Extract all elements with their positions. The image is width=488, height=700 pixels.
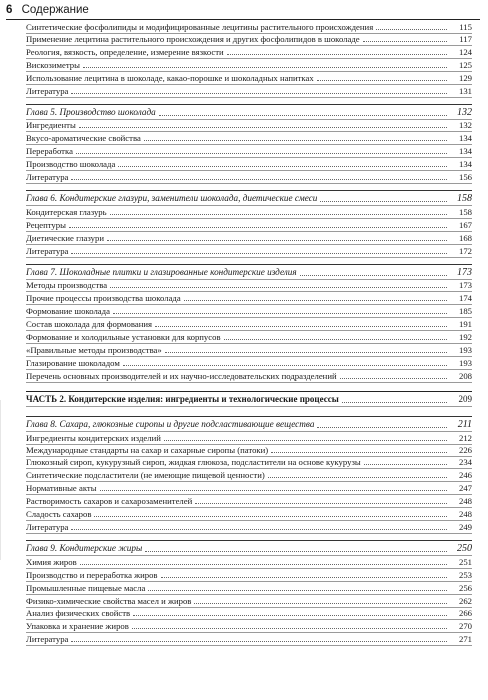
toc-entry-title: Производство шоколада (26, 159, 116, 170)
toc-page-number: 247 (458, 483, 472, 494)
toc-page-number: 115 (459, 22, 472, 32)
toc-entry (26, 132, 472, 145)
toc-entry (26, 521, 472, 534)
toc-entry (26, 232, 472, 245)
dot-leader (94, 516, 447, 517)
toc-entry (26, 245, 472, 258)
toc-entry-title: Методы производства (26, 280, 108, 291)
toc-entry-title: Международные стандарты на сахар и сахарные сиропы (патоки) (26, 445, 269, 456)
toc-page-number: 266 (458, 608, 472, 619)
toc-page-number: 173 (458, 280, 472, 291)
dot-leader (71, 179, 447, 180)
toc-chapter (26, 416, 472, 432)
dot-leader (184, 300, 447, 301)
dot-leader (145, 551, 447, 552)
dot-leader (342, 402, 447, 403)
dot-leader (340, 378, 447, 379)
toc-entry (26, 22, 472, 34)
toc-entry-title: Сладость сахаров (26, 509, 92, 520)
dot-leader (376, 29, 447, 30)
toc-entry (26, 72, 472, 85)
toc-entry (26, 482, 472, 495)
toc-entry (26, 46, 472, 59)
dot-leader (320, 201, 447, 202)
toc-chapter (26, 540, 472, 556)
toc-chapter (26, 264, 472, 280)
toc-entry-title: Формование и холодильные установки для корпусов (26, 332, 221, 343)
toc-page-number: 249 (458, 521, 472, 532)
toc-page-number: 185 (458, 306, 472, 317)
dot-leader (148, 590, 447, 591)
dot-leader (363, 41, 447, 42)
dot-leader (144, 140, 447, 141)
toc-entry-title: Литература (26, 521, 69, 532)
toc-entry-title: Литература (26, 245, 69, 256)
toc-entry-title: Применение лецитина растительного происхождения и других фосфолипидов в шоколаде (26, 34, 360, 44)
toc-part (26, 391, 472, 407)
dot-leader (110, 287, 447, 288)
toc-entry (26, 305, 472, 318)
toc-entry-title: Глава 8. Сахара, глюкозные сиропы и другие подсластивающие вещества (26, 418, 315, 429)
toc-entry-title: Литература (26, 172, 69, 183)
toc-entry-title: Реология, вязкость, определение, измерение вязкости (26, 46, 224, 57)
toc-entry-title: Рецептуры (26, 219, 66, 230)
dot-leader (224, 339, 447, 340)
header-title: Содержание (21, 4, 89, 16)
toc-entry (26, 508, 472, 521)
toc-page-number: 250 (457, 542, 472, 554)
toc-entry-title: Растворимость сахаров и сахарозаменителей (26, 496, 193, 507)
toc-page-number: 193 (458, 357, 472, 368)
toc-page-number: 226 (458, 445, 472, 456)
toc-entry (26, 34, 472, 46)
toc-page-number: 158 (457, 193, 472, 205)
toc-page-number: 174 (458, 293, 472, 304)
toc-entry (26, 432, 472, 445)
dot-leader (271, 452, 447, 453)
toc-page-number: 253 (458, 569, 472, 580)
toc-entry (26, 370, 472, 383)
toc-page-number: 262 (458, 595, 472, 606)
toc-entry-title: Литература (26, 85, 69, 96)
toc-page-number: 125 (458, 59, 472, 70)
dot-leader (195, 503, 447, 504)
toc-entry (26, 280, 472, 293)
toc-page-number: 251 (458, 556, 472, 567)
toc-page-number: 168 (458, 232, 472, 243)
toc-page-number: 192 (458, 332, 472, 343)
dot-leader (71, 253, 447, 254)
toc-page-number: 193 (458, 344, 472, 355)
toc-entry (26, 120, 472, 133)
toc-entry (26, 595, 472, 608)
toc-entry-title: Анализ физических свойств (26, 608, 131, 619)
dot-leader (133, 615, 447, 616)
dot-leader (80, 564, 447, 565)
toc-entry-title: Упаковка и хранение жиров (26, 621, 129, 632)
toc-entry-title: Диетические глазури (26, 232, 104, 243)
toc-entry (26, 556, 472, 569)
toc-page-number: 132 (457, 106, 472, 118)
toc-page-number: 270 (458, 621, 472, 632)
toc-entry (26, 620, 472, 633)
dot-leader (113, 313, 447, 314)
dot-leader (364, 464, 447, 465)
dot-leader (107, 240, 447, 241)
toc-chapter (26, 104, 472, 120)
dot-leader (300, 275, 447, 276)
toc-page-number: 132 (458, 120, 472, 131)
dot-leader (83, 67, 447, 68)
toc-entry-title: Нормативные акты (26, 483, 97, 494)
toc-entry-title: Прочие процессы производства шоколада (26, 293, 181, 304)
toc-entry-title: Литература (26, 634, 69, 645)
toc-entry-title: Перечень основных производителей и их научно-исследовательских подразделений (26, 370, 337, 381)
toc-page-number: 246 (458, 470, 472, 481)
toc-entry-title: Ингредиенты (26, 120, 76, 131)
toc-page-number: 173 (457, 266, 472, 278)
toc-entry (26, 469, 472, 482)
toc-page-number: 212 (458, 432, 472, 443)
toc-entry-title: Производство и переработка жиров (26, 569, 158, 580)
toc-page-number: 191 (458, 319, 472, 330)
toc-entry (26, 59, 472, 72)
toc-entry-title: Синтетические фосфолипиды и модифицированные лецитины растительного происхождения (26, 22, 374, 32)
toc-page-number: 248 (458, 509, 472, 520)
toc-page-number: 131 (458, 85, 472, 96)
toc-entry (26, 331, 472, 344)
dot-leader (194, 603, 447, 604)
toc-entry-title: Использование лецитина в шоколаде, какао-порошке и шоколадных напитках (26, 72, 314, 83)
toc-entry-title: Формование шоколада (26, 306, 110, 317)
toc-entry-title: Состав шоколада для формования (26, 319, 153, 330)
toc-entry (26, 569, 472, 582)
toc-entry-title: «Правильные методы производства» (26, 344, 162, 355)
toc-page-number: 256 (458, 582, 472, 593)
dot-leader (165, 352, 447, 353)
toc-entry (26, 457, 472, 469)
toc-page-number: 248 (458, 496, 472, 507)
dot-leader (164, 440, 447, 441)
scan-edge (0, 400, 1, 560)
toc-page-number: 158 (458, 206, 472, 217)
dot-leader (159, 115, 447, 116)
toc-entry-title: Глава 6. Кондитерские глазури, заменители шоколада, диетические смеси (26, 193, 318, 204)
toc-entry (26, 608, 472, 621)
dot-leader (317, 427, 447, 428)
toc-page-number: 134 (458, 159, 472, 170)
toc-entry-title: Промышленные пищевые масла (26, 582, 146, 593)
toc-entry-title: ЧАСТЬ 2. Кондитерские изделия: ингредиенты и технологические процессы (26, 393, 339, 404)
dot-leader (110, 214, 447, 215)
toc-entry (26, 158, 472, 171)
toc-entry-title: Глазирование шоколадом (26, 357, 120, 368)
toc-page-number: 211 (457, 418, 472, 430)
toc-page-number: 129 (458, 72, 472, 83)
dot-leader (123, 365, 447, 366)
toc-chapter (26, 190, 472, 206)
table-of-contents (26, 22, 472, 646)
dot-leader (69, 227, 447, 228)
toc-entry (26, 145, 472, 158)
dot-leader (161, 577, 447, 578)
toc-page-number: 167 (458, 219, 472, 230)
toc-entry-title: Переработка (26, 146, 73, 157)
toc-entry (26, 219, 472, 232)
toc-entry-title: Физико-химические свойства масел и жиров (26, 595, 192, 606)
dot-leader (100, 490, 447, 491)
toc-entry-title: Синтетические подсластители (не имеющие пищевой ценности) (26, 470, 265, 481)
toc-page-number: 209 (458, 393, 472, 404)
page-number: 6 (6, 4, 13, 16)
toc-page-number: 156 (458, 172, 472, 183)
toc-page-number: 172 (458, 245, 472, 256)
toc-entry-title: Глава 5. Производство шоколада (26, 106, 156, 117)
toc-entry (26, 495, 472, 508)
part-spacer (26, 407, 472, 410)
toc-page-number: 134 (458, 146, 472, 157)
dot-leader (132, 628, 447, 629)
dot-leader (118, 166, 447, 167)
dot-leader (227, 54, 447, 55)
toc-entry (26, 206, 472, 219)
toc-entry-title: Вискозиметры (26, 59, 80, 70)
toc-page-number: 208 (458, 370, 472, 381)
toc-entry (26, 357, 472, 370)
toc-entry-title: Глава 7. Шоколадные плитки и глазированные кондитерские изделия (26, 266, 297, 277)
dot-leader (71, 529, 447, 530)
toc-entry (26, 582, 472, 595)
toc-entry-title: Глюкозный сироп, кукурузный сироп, жидкая глюкоза, подсластители на основе кукурузы (26, 457, 361, 468)
dot-leader (268, 477, 447, 478)
toc-entry (26, 445, 472, 458)
toc-entry-title: Химия жиров (26, 556, 77, 567)
dot-leader (71, 93, 447, 94)
toc-entry-title: Ингредиенты кондитерских изделий (26, 432, 161, 443)
toc-entry (26, 344, 472, 357)
toc-page-number: 134 (458, 133, 472, 144)
toc-page-number: 117 (459, 34, 472, 44)
toc-entry (26, 633, 472, 646)
dot-leader (71, 641, 447, 642)
toc-entry (26, 171, 472, 184)
toc-entry-title: Вкусо-ароматические свойства (26, 133, 141, 144)
dot-leader (155, 326, 447, 327)
toc-entry-title: Кондитерская глазурь (26, 206, 107, 217)
toc-page-number: 271 (458, 634, 472, 645)
dot-leader (79, 127, 447, 128)
toc-entry (26, 318, 472, 331)
toc-entry (26, 85, 472, 98)
toc-page-number: 124 (458, 46, 472, 57)
running-header (6, 3, 480, 20)
dot-leader (317, 80, 447, 81)
toc-entry (26, 292, 472, 305)
toc-page-number: 234 (458, 457, 472, 468)
dot-leader (76, 153, 447, 154)
toc-entry-title: Глава 9. Кондитерские жиры (26, 542, 143, 553)
